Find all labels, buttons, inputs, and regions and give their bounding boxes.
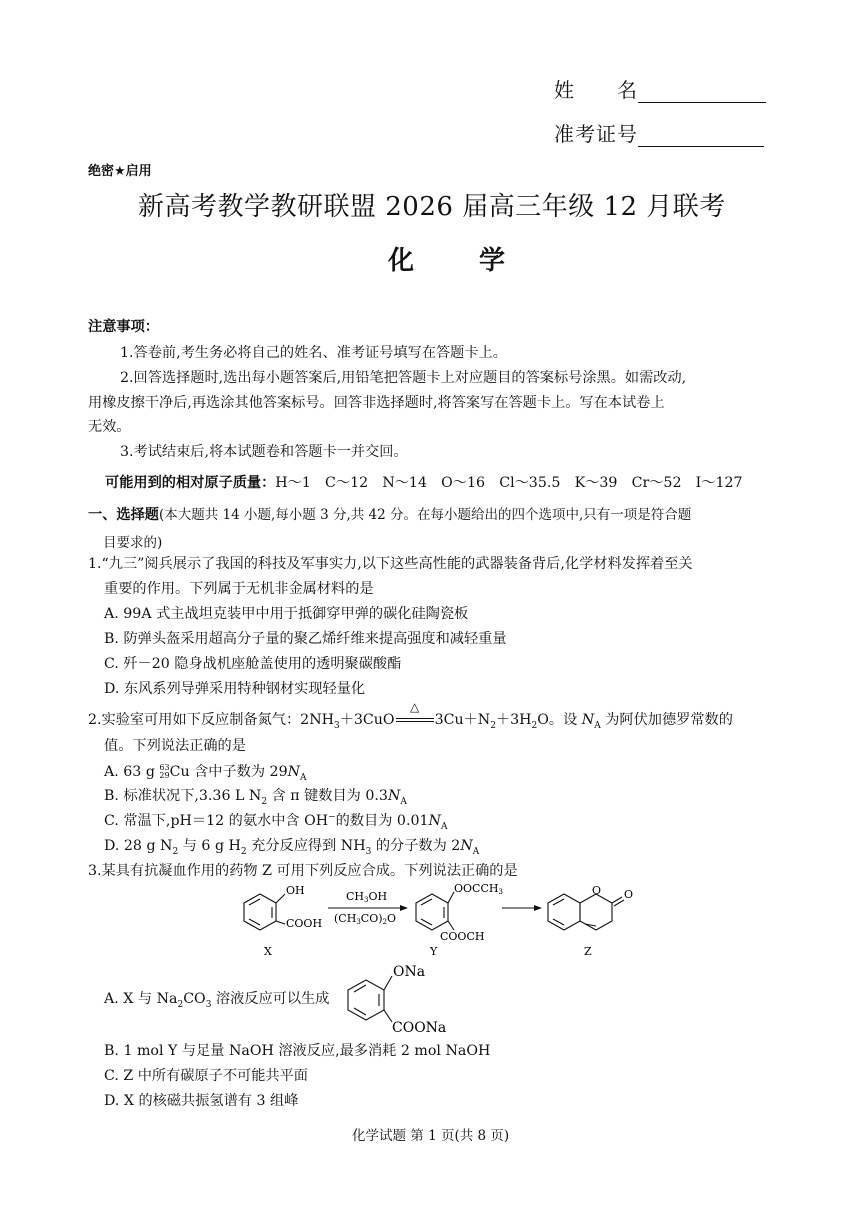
note-item: 3.考试结束后,将本试题卷和答题卡一并交回。 [120,444,408,460]
reagent-1: CH3OH [346,890,388,904]
q1-option-a: A. 99A 式主战坦克装甲中用于抵御穿甲弹的碳化硅陶瓷板 [104,606,469,622]
exam-id-label: 准考证号 [554,122,638,146]
text: CH [346,890,365,903]
mass-number: 63 [159,763,170,772]
subscript: 2 [490,720,496,731]
label-carbonyl-o [624,888,633,901]
subscript: 2 [531,720,538,731]
name-label: 姓 名 [554,78,638,102]
q2-option-b [104,788,407,807]
q1-option-c: C. 歼－20 隐身战机座舱盖使用的透明聚碳酸酯 [104,656,402,672]
exam-id-field [554,118,764,147]
q1-stem-2: 重要的作用。下列属于无机非金属材料的是 [104,581,374,597]
subscript: A [300,772,307,783]
text: A. 63 g [104,764,160,780]
text: 充分反应得到 NH [246,838,366,854]
secret-label: 绝密★启用 [88,164,152,179]
text: ONa [393,964,426,980]
text: X [264,945,272,958]
text: COONa [392,1020,447,1036]
subscript: A [472,846,480,857]
subscript: 3 [365,846,372,857]
text: Y [430,945,438,958]
text: CO [183,991,206,1007]
exam-title: 新高考教学教研联盟 2026 届高三年级 12 月联考 [138,192,726,222]
text: 与 6 g H [178,838,241,854]
label-coona [392,1020,446,1036]
name-field [554,74,766,103]
text: (CH [334,912,357,925]
q2-stem-part: O。设 [537,712,582,728]
arrowhead-1 [400,905,408,911]
double-bond [553,919,564,925]
molecule-x [244,894,285,930]
q3-stem: 3.某具有抗凝血作用的药物 Z 可用下列反应合成。下列说法正确的是 [88,863,518,879]
text: 的数目为 0.01 [335,813,429,829]
q2-stem-part: ＋3CuO [339,712,395,728]
sodium-salicylate-structure [340,958,460,1036]
text: O [624,888,634,901]
heat-condition [395,700,435,727]
reagent-2: (CH3CO)2O [334,912,397,926]
text: D. 28 g N [104,838,173,854]
text: 溶液反应可以生成 [211,991,330,1007]
q2-stem-2: 值。下列说法正确的是 [104,738,246,754]
q2-option-d [104,838,480,857]
section-desc: (本大题共 14 小题,每小题 3 分,共 42 分。在每小题给出的四个选项中,只有一项是符合题 [158,507,692,523]
q1-option-b: B. 防弹头盔采用超高分子量的聚乙烯纤维来提高强度和减轻重量 [104,631,507,647]
subscript: A [594,720,601,731]
subscript: 2 [172,846,179,857]
label-ona [393,964,425,980]
page-footer: 化学试题 第 1 页(共 8 页) [352,1128,510,1144]
label-occh3: OOCCH3 [454,882,503,896]
superscript: − [328,812,336,823]
text: C. 常温下,pH＝12 的氨水中含 OH [104,813,329,829]
avogadro-symbol: N [287,764,301,780]
q3-option-b: B. 1 mol Y 与足量 NaOH 溶液反应,最多消耗 2 mol NaOH [104,1043,491,1059]
text: Cu 含中子数为 29 [169,764,288,780]
text: COOH [286,917,323,930]
label-y [429,945,438,958]
note-item: 无效。 [88,419,131,435]
double-bond [421,899,432,905]
notes-heading: 注意事项： [88,319,159,335]
note-item: 用橡皮擦干净后,再选涂其他答案标号。回答非选择题时,将答案写在答题卡上。写在本试卷上 [88,395,665,411]
subscript: 2 [240,846,247,857]
text: OOCCH [454,882,499,895]
section-title: 一、选择题 [88,507,159,523]
q1-stem: 1.“九三”阅兵展示了我国的科技及军事实力,以下这些高性能的武器装备背后,化学材料发挥着至关 [88,556,693,572]
name-blank[interactable] [638,78,766,103]
arrowhead-2 [534,905,542,911]
label-cooh [286,917,322,930]
q2-option-a [104,763,307,783]
avogadro-symbol: N [428,813,441,829]
triangle-icon: △ [409,700,420,714]
bond [384,976,392,990]
exam-id-blank[interactable] [638,122,764,147]
text: COOCH [440,930,485,943]
text: OH [286,884,305,897]
label-ring-o [592,884,601,897]
section-desc-2: 目要求的) [103,535,163,551]
subject-title: 化 学 [388,246,534,276]
q1-option-d: D. 东风系列导弹采用特种钢材实现轻量化 [104,681,366,697]
note-item: 2.回答选择题时,选出每小题答案后,用铅笔把答题卡上对应题目的答案标号涂黑。如需改动, [120,370,687,386]
q2-stem [88,700,733,731]
q2-stem-part: 3Cu＋N [434,712,491,728]
subscript: 3 [333,720,340,731]
text: 的分子数为 2 [371,838,461,854]
q2-stem-part: ＋3H [495,712,532,728]
q2-stem-part: 2.实验室可用如下反应制备氮气：2NH [88,712,334,728]
molecule-z [548,894,624,930]
label-x [264,945,272,958]
label-z [584,945,592,958]
q3-option-c: C. Z 中所有碳原子不可能共平面 [104,1068,308,1084]
molecule-y [416,892,454,930]
subscript: 3 [205,999,212,1010]
bond [384,1010,392,1022]
subscript: 2 [177,999,184,1010]
label-oh [286,884,305,897]
atomic-number: 29 [159,771,170,780]
subscript: A [440,821,448,832]
bond [276,894,285,903]
bond [448,921,454,930]
label-coocch [440,930,484,943]
atomic-mass-line [105,476,743,490]
text: B. 标准状况下,3.36 L N [104,788,262,804]
text: A. X 与 Na [104,991,178,1007]
isotope-mark [159,764,169,780]
atomic-mass-label: 可能用到的相对原子质量： [105,475,276,491]
double-bond [553,899,564,905]
q3-option-a [104,991,330,1010]
avogadro-symbol: N [460,838,473,854]
text: O [592,884,602,897]
subscript: A [400,796,407,807]
q2-stem-part: 为阿伏加德罗常数的 [600,712,733,728]
text: O [386,912,397,925]
avogadro-symbol: N [387,788,401,804]
double-bond [249,919,260,925]
reaction-equals [396,718,434,722]
pyranone-ring [580,894,612,930]
double-bond [421,919,432,925]
q3-option-d: D. X 的核磁共振氢谱有 3 组峰 [104,1093,299,1109]
atomic-mass-values: H～1 C～12 N～14 O～16 Cl～35.5 K～39 Cr～52 I～127 [275,475,743,491]
bond [276,921,285,924]
double-bond [249,899,260,905]
q2-option-c [104,812,448,832]
avogadro-symbol: N [581,712,595,728]
subscript: 2 [261,796,268,807]
text: OH [368,890,388,903]
text: CO) [360,912,383,925]
text: Z [584,945,592,958]
text: 含 π 键数目为 0.3 [267,788,388,804]
reaction-scheme [230,880,650,962]
section-heading [88,508,691,523]
note-item: 1.答卷前,考生务必将自己的姓名、准考证号填写在答题卡上。 [120,345,507,361]
